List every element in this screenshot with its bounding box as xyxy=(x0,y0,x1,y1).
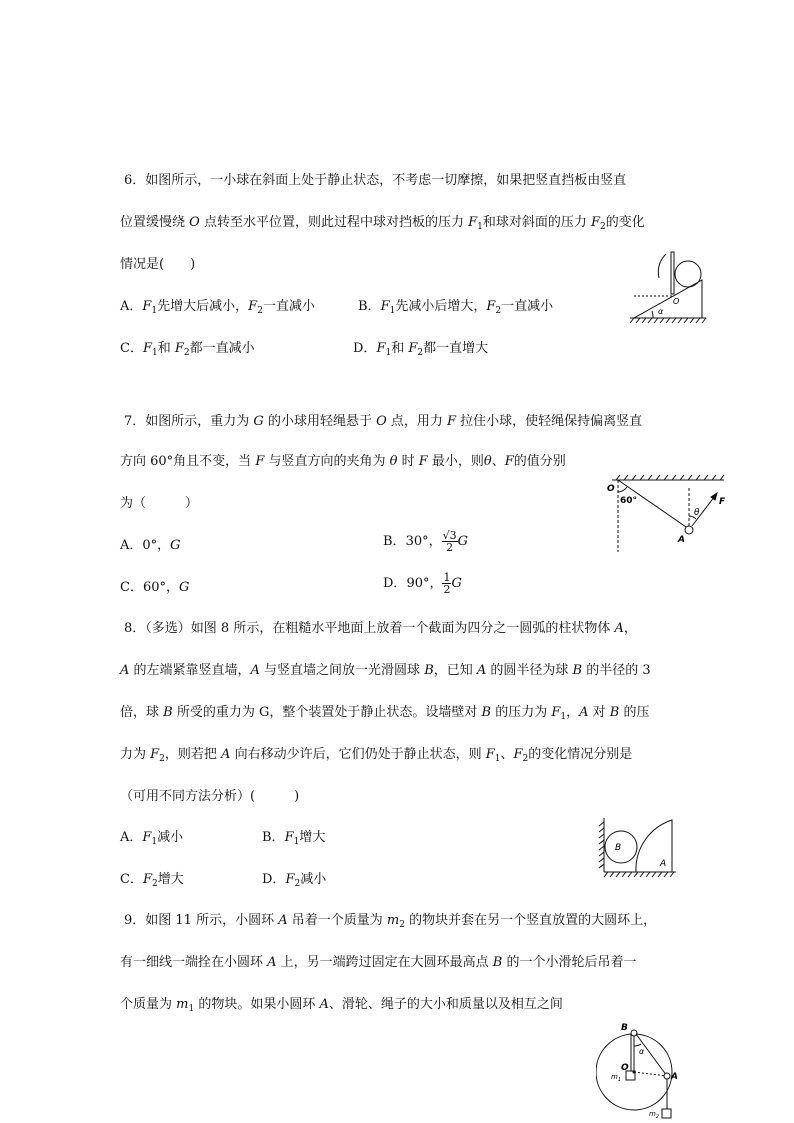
ball xyxy=(675,261,701,287)
radius-oa-dashed xyxy=(634,1072,667,1076)
q7-option-b: B．30°， $\frac{√3}{2}$ G xyxy=(383,529,469,554)
q6-option-d: D．$F_1$和 $F_2$都一直增大 xyxy=(353,341,489,358)
wall-hatch xyxy=(599,822,604,868)
quarter-cylinder-a xyxy=(636,820,672,872)
q7-option-a: A．0°，G xyxy=(120,538,181,553)
q7-figure-rope xyxy=(596,474,736,556)
q7-line-2: 方向 60°角且不变，当 F 与竖直方向的夹角为 θ 时 F 最小，则θ、F的值分别 xyxy=(120,454,566,469)
q8-figure-wall-cylinder xyxy=(596,812,680,880)
label-o: O xyxy=(607,484,615,494)
ground-hatch xyxy=(604,872,674,877)
center-o xyxy=(633,1071,636,1074)
angle-60-arc xyxy=(618,487,627,492)
q8-line-2: A 的左端紧靠竖直墙，A 与竖直墙之间放一光滑圆球 B，已知 A 的圆半径为球 B 的半径的 3 xyxy=(120,663,651,678)
q6-line-2: 位置缓慢绕 O 点转至水平位置，则此过程中球对挡板的压力 $F_1$和球对斜面的压力 $F_2$的变化 xyxy=(120,215,645,232)
ceiling-hatch xyxy=(616,475,724,480)
label-alpha: α xyxy=(658,307,664,316)
q7-line-1: 7．如图所示，重力为 G 的小球用轻绳悬于 O 点，用力 F 拉住小球，使轻绳保持偏离竖直 xyxy=(124,414,643,429)
q6-option-b: B．$F_1$先减小后增大，$F_2$一直减小 xyxy=(358,299,554,316)
ground-hatch xyxy=(630,318,706,323)
q6-line-1: 6．如图所示，一小球在斜面上处于静止状态，不考虑一切摩擦，如果把竖直挡板由竖直 xyxy=(124,173,627,188)
label-b: B xyxy=(615,843,622,853)
q9-figure-rings xyxy=(596,1019,696,1119)
label-o: O xyxy=(673,297,680,306)
rotation-arc xyxy=(658,254,666,278)
pulley-b xyxy=(631,1030,637,1036)
q6-figure-incline xyxy=(626,248,708,326)
angle-alpha-arc xyxy=(634,1044,641,1046)
q9-line-3: 个质量为 $m_1$ 的物块。如果小圆环 A、滑轮、绳子的大小和质量以及相互之间 xyxy=(120,997,563,1014)
block-m2 xyxy=(662,1109,671,1118)
label-a: A xyxy=(671,1072,678,1082)
q7-line-3: 为（ ） xyxy=(120,496,199,511)
q8-line-5: （可用不同方法分析）( ) xyxy=(120,789,300,804)
label-o: O xyxy=(621,1063,629,1073)
q9-line-2: 有一细线一端拴在小圆环 A 上，另一端跨过固定在大圆环最高点 B 的一个小滑轮后吊着一 xyxy=(120,955,637,970)
fraction-sqrt3-over-2: $\frac{√3}{2}$ xyxy=(442,529,457,554)
label-60-degree: 60° xyxy=(620,496,638,506)
label-b: B xyxy=(621,1023,628,1033)
incline-triangle xyxy=(634,280,702,318)
q8-option-d: D．$F_2$减小 xyxy=(262,872,327,889)
force-f-arrow xyxy=(711,493,717,500)
q8-line-1: 8．（多选）如图 8 所示，在粗糙水平地面上放着一个截面为四分之一圆弧的柱状物体 A， xyxy=(124,621,637,636)
label-a: A xyxy=(660,859,667,869)
q8-option-a: A．$F_1$减小 xyxy=(120,830,184,847)
label-theta: θ xyxy=(694,508,700,518)
label-f: F xyxy=(719,497,726,507)
q8-option-c: C．$F_2$增大 xyxy=(120,872,184,889)
q9-line-1: 9．如图 11 所示，小圆环 A 吊着一个质量为 $m_2$ 的物块并套在另一个竖直放置的大圆环上， xyxy=(124,913,657,930)
label-m1: $m_1$ xyxy=(611,1073,622,1083)
label-m2: $m_2$ xyxy=(649,1110,660,1119)
q8-line-3: 倍，球 B 所受的重力为 G，整个装置处于静止状态。设墙壁对 B 的压力为 $F_1$，A 对 B 的压 xyxy=(120,705,650,722)
label-alpha: α xyxy=(639,1047,645,1056)
angle-arc xyxy=(652,311,653,318)
label-a: A xyxy=(678,535,685,545)
q7-option-c: C．60°，G xyxy=(120,580,190,595)
q6-option-a: A．$F_1$先增大后减小，$F_2$一直减小 xyxy=(120,299,315,316)
vertical-baffle xyxy=(671,252,674,294)
q6-line-3: 情况是( ) xyxy=(120,257,196,272)
ball-a xyxy=(685,526,693,534)
q8-option-b: B．$F_1$增大 xyxy=(262,830,326,847)
q7-option-d: D．90°， $\frac{1}{2}$ G xyxy=(383,571,462,596)
fraction-1-over-2: $\frac{1}{2}$ xyxy=(443,571,451,596)
small-ring-a xyxy=(664,1073,670,1079)
q6-option-c: C．$F_1$和 $F_2$都一直减小 xyxy=(120,341,255,358)
q8-line-4: 力为 $F_2$，则若把 A 向右移动少许后，它们仍处于静止状态，则 $F_1$、$F_2$的变化情况分别是 xyxy=(120,747,633,764)
